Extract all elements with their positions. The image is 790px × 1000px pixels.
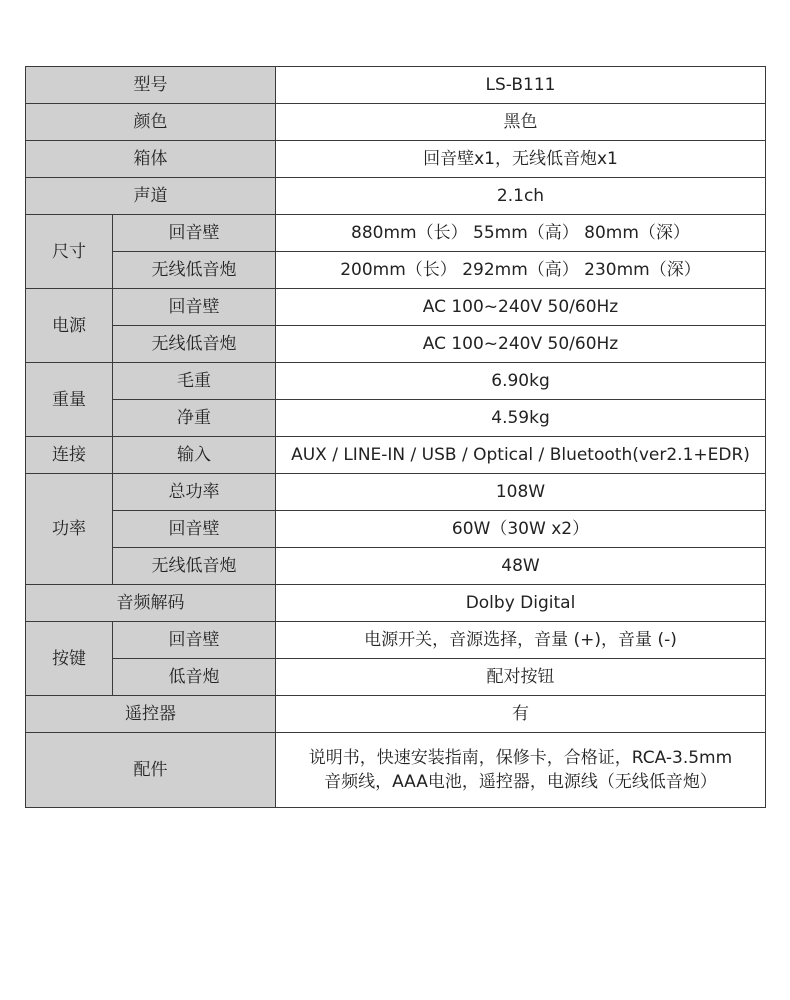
accessories-label: 配件 [26,733,276,808]
power-supply-soundbar-label: 回音壁 [113,289,276,326]
buttons-label: 按键 [26,622,113,696]
table-row [26,67,766,104]
decoding-label: 音频解码 [26,585,276,622]
power-supply-label: 电源 [26,289,113,363]
power-soundbar-value: 60W（30W x2） [276,511,766,548]
power-subwoofer-label: 无线低音炮 [113,548,276,585]
accessories-value [276,733,766,808]
connection-input-value: AUX / LINE-IN / USB / Optical / Bluetooth(ver2.1+EDR) [276,437,766,474]
power-supply-subwoofer-label: 无线低音炮 [113,326,276,363]
table-row [26,178,766,215]
size-soundbar-label: 回音壁 [113,215,276,252]
remote-label: 遥控器 [26,696,276,733]
power-label: 功率 [26,474,113,585]
buttons-soundbar-value: 电源开关，音源选择，音量 (+)，音量 (-) [276,622,766,659]
color-value: 黑色 [276,104,766,141]
channel-value: 2.1ch [276,178,766,215]
connection-label: 连接 [26,437,113,474]
table-row [26,252,766,289]
table-row [26,585,766,622]
decoding-value: Dolby Digital [276,585,766,622]
weight-net-value: 4.59kg [276,400,766,437]
table-row [26,511,766,548]
table-row [26,437,766,474]
table-row [26,141,766,178]
table-row [26,215,766,252]
box-value: 回音壁x1，无线低音炮x1 [276,141,766,178]
power-subwoofer-value: 48W [276,548,766,585]
model-value: LS-B111 [276,67,766,104]
accessories-value-line2: 音频线，AAA电池，遥控器，电源线（无线低音炮） [324,772,717,792]
table-row [26,659,766,696]
accessories-value-line1: 说明书，快速安装指南，保修卡，合格证，RCA-3.5mm [308,748,733,768]
spec-table [25,66,766,808]
color-label: 颜色 [26,104,276,141]
box-label: 箱体 [26,141,276,178]
table-row [26,474,766,511]
buttons-subwoofer-value: 配对按钮 [276,659,766,696]
table-row [26,289,766,326]
size-subwoofer-label: 无线低音炮 [113,252,276,289]
size-label: 尺寸 [26,215,113,289]
weight-net-label: 净重 [113,400,276,437]
channel-label: 声道 [26,178,276,215]
buttons-soundbar-label: 回音壁 [113,622,276,659]
weight-gross-label: 毛重 [113,363,276,400]
power-soundbar-label: 回音壁 [113,511,276,548]
table-row [26,363,766,400]
power-supply-soundbar-value: AC 100~240V 50/60Hz [276,289,766,326]
table-row [26,326,766,363]
table-row [26,400,766,437]
table-row [26,548,766,585]
table-row [26,733,766,808]
model-label: 型号 [26,67,276,104]
size-soundbar-value: 880mm（长） 55mm（高） 80mm（深） [276,215,766,252]
connection-input-label: 输入 [113,437,276,474]
size-subwoofer-value: 200mm（长） 292mm（高） 230mm（深） [276,252,766,289]
weight-gross-value: 6.90kg [276,363,766,400]
table-row [26,696,766,733]
power-supply-subwoofer-value: AC 100~240V 50/60Hz [276,326,766,363]
buttons-subwoofer-label: 低音炮 [113,659,276,696]
power-total-label: 总功率 [113,474,276,511]
power-total-value: 108W [276,474,766,511]
table-row [26,622,766,659]
table-row [26,104,766,141]
remote-value: 有 [276,696,766,733]
weight-label: 重量 [26,363,113,437]
